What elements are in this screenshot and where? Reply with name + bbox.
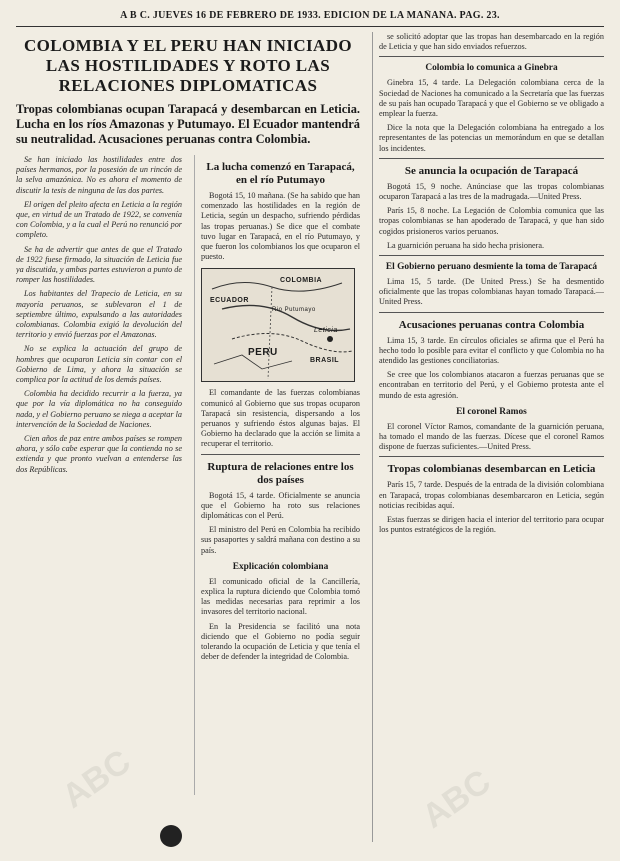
- map-label-peru: PERU: [248, 347, 278, 359]
- coronel-title: El coronel Ramos: [456, 406, 527, 417]
- ruptura-paragraph: Bogotá 15, 4 tarde. Oficialmente se anuncia que el Gobierno ha roto sus relaciones diplomáticas con el Perú.: [201, 490, 360, 521]
- article-paragraph: Se han iniciado las hostilidades entre dos países hermanos, por la posesión de un rincón de la selva amazónica. No es ahora el momento de discutir la tesis de ninguna de las dos partes.: [16, 155, 182, 195]
- article-column-1: [16, 155, 182, 795]
- map-label-putumayo: Rio Putumayo: [272, 307, 316, 314]
- main-headline: COLOMBIA Y EL PERU HAN INICIADO LAS HOSTILIDADES Y ROTO LAS RELACIONES DIPLOMATICAS: [23, 36, 353, 95]
- divider: [379, 56, 604, 57]
- divider: [379, 456, 604, 457]
- tropas-paragraph: Estas fuerzas se dirigen hacia el interior del territorio para ocupar los puntos estratégicos de la región.: [379, 515, 604, 535]
- article-paragraph: Se ha de advertir que antes de que el Tratado de 1922 fuese firmado, la situación de Leticia fue ya discutida, y ambas partes estuvieron a punto de romper las hostilidades.: [16, 244, 182, 285]
- ocupacion-paragraph: París 15, 8 noche. La Legación de Colombia comunica que las tropas colombianas se han apoderado de Tarapacá, y que han sido cogidos prisioneros varios peruanos.: [379, 206, 604, 236]
- ginebra-paragraph: Ginebra 15, 4 tarde. La Delegación colombiana cerca de la Sociedad de Naciones ha comunicado a la Secretaría que las fuerzas de su país han ocupado Tarapacá y que el Gobierno se ve obligado a emplear la fuerza.: [379, 78, 604, 119]
- map-label-ecuador: ECUADOR: [210, 297, 249, 305]
- explicacion-paragraph: En la Presidencia se facilitó una nota diciendo que el Gobierno no podía seguir tolerando la ocupación de Leticia y que tenía el deber de defender la integridad de Colombia.: [201, 621, 360, 662]
- right-intro: se solicitó adoptar que las tropas han desembarcado en la región de Leticia y que han sido enviados refuerzos.: [379, 32, 604, 52]
- article-paragraph: El origen del pleito afecta en Leticia a la región que, en virtud de un Tratado de 1922, se convenía con Colombia, y a la cual el Perú no renunció por completo.: [16, 199, 182, 240]
- page-header: A B C. JUEVES 16 DE FEBRERO DE 1933. EDICION DE LA MAÑANA. PAG. 23.: [16, 10, 604, 27]
- divider: [379, 255, 604, 256]
- explicacion-paragraph: El comunicado oficial de la Cancillería, explica la ruptura diciendo que Colombia tomó las medidas necesarias para reprimir a los invasores del territorio nacional.: [201, 576, 360, 617]
- newspaper-page: [16, 10, 604, 850]
- ocupacion-title: Se anuncia la ocupación de Tarapacá: [404, 164, 579, 177]
- tropas-paragraph: París 15, 7 tarde. Después de la entrada de la división colombiana en Tarapacá, tropas colombianas desembarcaron en Leticia, según noticias recibidas aquí.: [379, 480, 604, 510]
- main-article-body: [16, 155, 360, 795]
- lucha-title: La lucha comenzó en Tarapacá, en el río Putumayo: [206, 161, 355, 186]
- main-subhead: Tropas colombianas ocupan Tarapacá y desembarcan en Leticia. Lucha en los ríos Amazonas y Putumayo. El Ecuador mantendrá su neutralidad. Acusaciones peruanas contra Colombia.: [16, 102, 360, 146]
- desmiente-title: El Gobierno peruano desmiente la toma de Tarapacá: [385, 262, 598, 273]
- divider: [379, 158, 604, 159]
- ginebra-paragraph: Dice la nota que la Delegación colombiana ha entregado a los representantes de las potencias un memorándum en que se detallan los incidentes.: [379, 123, 604, 153]
- ruptura-paragraph: El ministro del Perú en Colombia ha recibido sus pasaportes y saldrá mañana con destino a su país.: [201, 525, 360, 555]
- article-paragraph: Cien años de paz entre ambos países se rompen ahora, y sólo cabe esperar que la contienda no se extienda y que pronto vuelvan a entenderse las dos Repúblicas.: [16, 434, 182, 474]
- desmiente-paragraph: Lima 15, 5 tarde. (De United Press.) Se ha desmentido oficialmente que las tropas colombianas hayan tomado Tarapacá.—United Press.: [379, 277, 604, 307]
- ocupacion-paragraph: La guarnición peruana ha sido hecha prisionera.: [387, 240, 545, 250]
- divider: [201, 454, 360, 455]
- ocupacion-paragraph: Bogotá 15, 9 noche. Anúnciase que las tropas colombianas ocuparon Tarapacá a las tres de la madrugada.—United Press.: [379, 181, 604, 202]
- divider: [379, 312, 604, 313]
- lucha-paragraph: Bogotá 15, 10 mañana. (Se ha sabido que han comenzado las hostilidades en la región de Leticia, según un despacho, sufriendo pérdidas las tropas peruanas.) Se dice que el combate tuvo lugar en Tarapacá, en el río Putumayo, y que fueron los colombianos los que ocuparon el puesto.: [201, 191, 360, 262]
- region-map: [201, 268, 355, 382]
- article-column-2: [194, 155, 360, 795]
- explicacion-title: Explicación colombiana: [232, 561, 329, 572]
- tropas-title: Tropas colombianas desembarcan en Leticia: [387, 463, 596, 476]
- binding-mark: [160, 825, 182, 847]
- acusaciones-title: Acusaciones peruanas contra Colombia: [398, 318, 585, 331]
- map-label-colombia: COLOMBIA: [280, 277, 323, 285]
- article-paragraph: No se explica la actuación del grupo de hombres que ocuparon Leticia sin contar con el Gobierno de Lima, y ahora la situación se complica por la actitud de los demás países.: [16, 344, 182, 385]
- acusaciones-paragraph: Se cree que los colombianos atacaron a fuerzas peruanas que se encontraban en territorio del Perú, y el Gobierno protesta ante el mundo de esta agresión.: [379, 370, 604, 400]
- map-label-leticia: Leticia: [314, 327, 338, 335]
- article-paragraph: Colombia ha decidido recurrir a la fuerza, ya que por la vía diplomática no ha conseguido nada, y el Gobierno peruano se niega a aceptar la intervención de la Sociedad de Naciones.: [16, 389, 182, 429]
- article-paragraph: Los habitantes del Trapecio de Leticia, en su mayoría peruanos, se sublevaron el 1 de septiembre último, expulsando a las autoridades colombianas. Colombia exigió la devolución del territorio y envió fuerzas por el Amazonas.: [16, 289, 182, 340]
- watermark: ABC: [415, 762, 498, 836]
- acusaciones-paragraph: Lima 15, 3 tarde. En círculos oficiales se afirma que el Perú ha hecho todo lo posible para evitar el conflicto y que Colombia no ha atendido las gestiones conciliatorias.: [379, 335, 604, 366]
- coronel-paragraph: El coronel Víctor Ramos, comandante de la guarnición peruana, ha tomado el mando de las fuerzas. Dícese que el coronel Ramos dispone de fuerzas suficientes.—United Press.: [379, 421, 604, 452]
- right-column: [372, 32, 604, 842]
- main-article: [16, 32, 360, 842]
- map-drawing: [202, 269, 354, 381]
- map-label-brasil: BRASIL: [310, 357, 340, 365]
- watermark: ABC: [55, 742, 138, 816]
- ruptura-title: Ruptura de relaciones entre los dos países: [207, 460, 354, 486]
- ginebra-title: Colombia lo comunica a Ginebra: [425, 63, 558, 74]
- lucha-paragraph: El comandante de las fuerzas colombianas comunicó al Gobierno que sus tropas ocuparon Tarapacá sin resistencia, dispersando a los peruanos y sufriendo éstos algunas bajas. El Gobierno ha declarado que la acción se limita a recuperar el territorio.: [201, 388, 360, 449]
